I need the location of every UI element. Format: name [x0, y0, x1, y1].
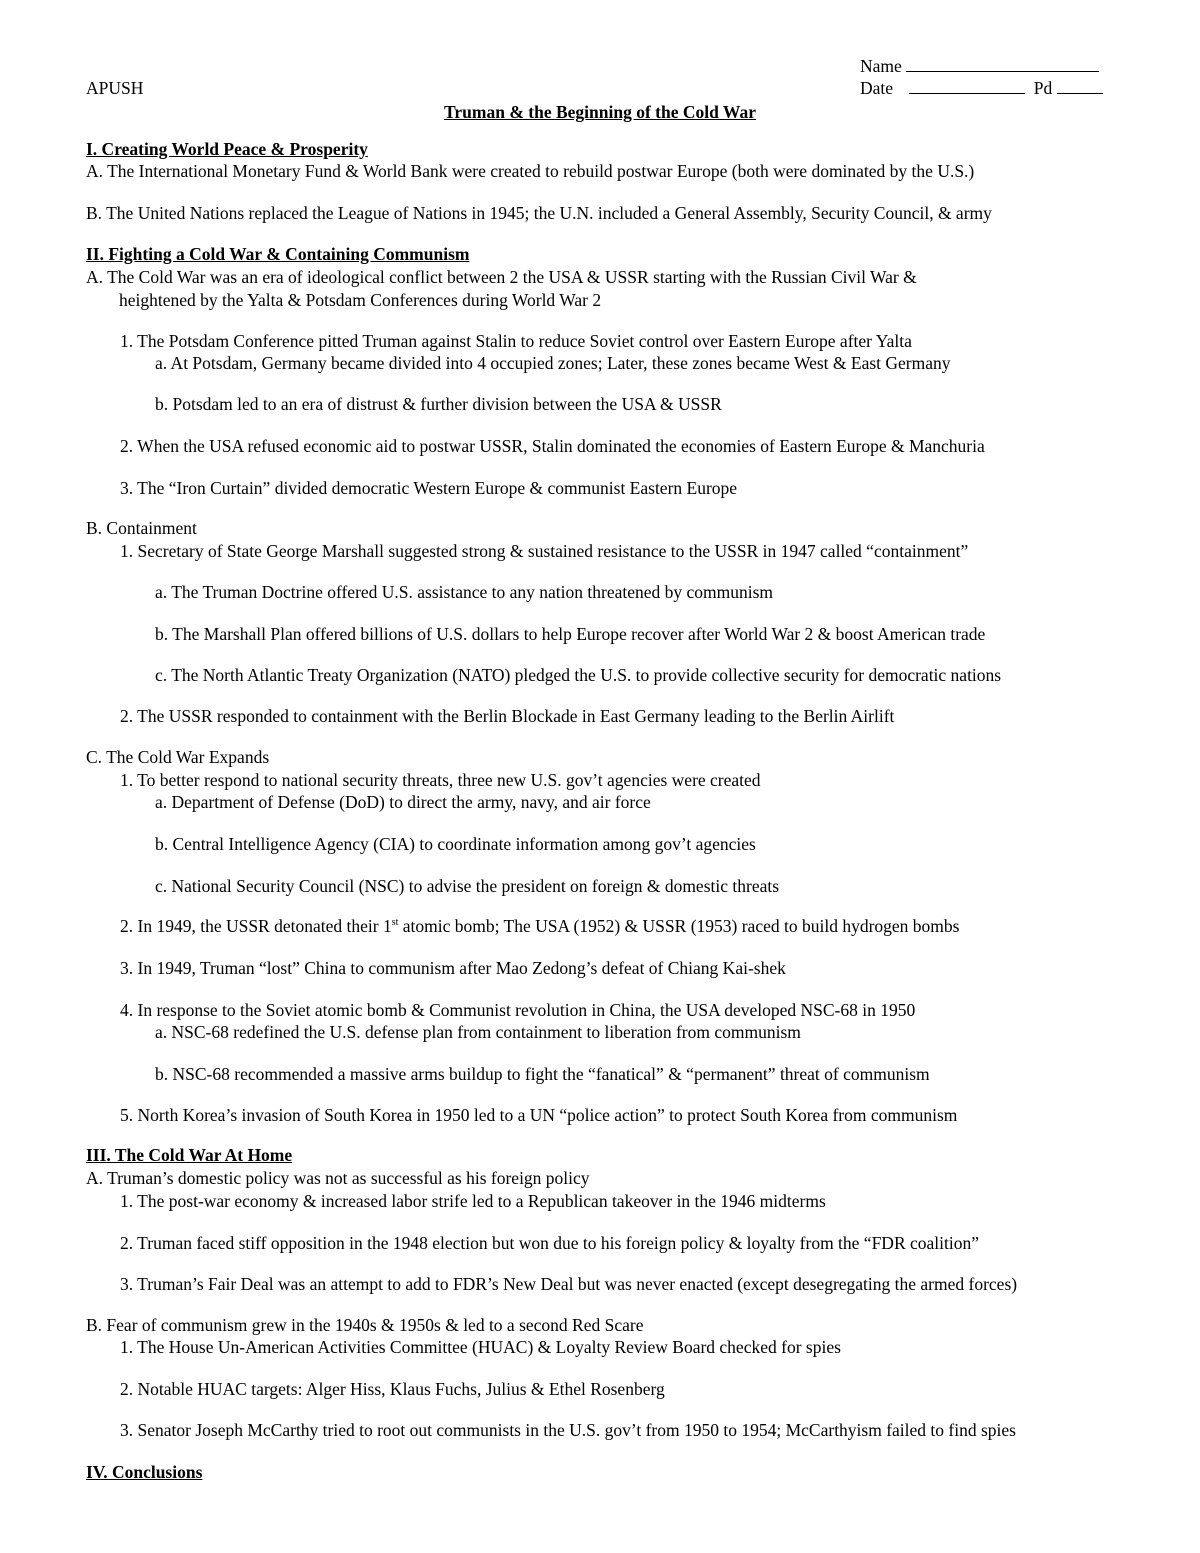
- s2-c1b: b. Central Intelligence Agency (CIA) to coordinate information among gov’t agencies: [155, 834, 756, 854]
- s2-a3: 3. The “Iron Curtain” divided democratic Western Europe & communist Eastern Europe: [120, 478, 738, 498]
- s2-item-b: B. Containment: [86, 518, 197, 538]
- s1-item-a: A. The International Monetary Fund & World Bank were created to rebuild postwar Europe (both were dominated by the U.S.): [86, 161, 975, 181]
- s3-a2: 2. Truman faced stiff opposition in the 1948 election but won due to his foreign policy & loyalty from the “FDR coalition”: [120, 1233, 979, 1253]
- course-label: APUSH: [86, 78, 144, 98]
- s2-c1a: a. Department of Defense (DoD) to direct the army, navy, and air force: [155, 792, 651, 812]
- s2-c2: [120, 915, 959, 937]
- s2-b1b: b. The Marshall Plan offered billions of U.S. dollars to help Europe recover after World War 2 & boost American trade: [155, 624, 986, 644]
- s2-c5: 5. North Korea’s invasion of South Korea in 1950 led to a UN “police action” to protect South Korea from communism: [120, 1105, 958, 1125]
- s2-c3: 3. In 1949, Truman “lost” China to communism after Mao Zedong’s defeat of Chiang Kai-shek: [120, 958, 786, 978]
- s2-b1c: c. The North Atlantic Treaty Organization (NATO) pledged the U.S. to provide collective security for democratic nations: [155, 665, 1002, 685]
- s2-a1b: b. Potsdam led to an era of distrust & further division between the USA & USSR: [155, 394, 722, 414]
- name-blank[interactable]: [906, 55, 1099, 72]
- s2-c4: 4. In response to the Soviet atomic bomb & Communist revolution in China, the USA developed NSC-68 in 1950: [120, 1000, 916, 1020]
- s2-c4b: b. NSC-68 recommended a massive arms buildup to fight the “fanatical” & “permanent” threat of communism: [155, 1064, 930, 1084]
- s2-a1: 1. The Potsdam Conference pitted Truman against Stalin to reduce Soviet control over Eastern Europe after Yalta: [120, 331, 912, 351]
- section-1-heading: I. Creating World Peace & Prosperity: [86, 139, 368, 159]
- s3-b1: 1. The House Un-American Activities Committee (HUAC) & Loyalty Review Board checked for spies: [120, 1337, 841, 1357]
- s3-item-a: A. Truman’s domestic policy was not as successful as his foreign policy: [86, 1168, 590, 1188]
- section-2-heading: II. Fighting a Cold War & Containing Communism: [86, 244, 470, 264]
- s2-c2-sup: st: [391, 917, 399, 929]
- s2-b1a: a. The Truman Doctrine offered U.S. assistance to any nation threatened by communism: [155, 582, 774, 602]
- s2-c1: 1. To better respond to national security threats, three new U.S. gov’t agencies were created: [120, 770, 761, 790]
- s2-c2-pre: 2. In 1949, the USSR detonated their 1: [120, 916, 392, 936]
- s2-a2: 2. When the USA refused economic aid to postwar USSR, Stalin dominated the economies of Eastern Europe & Manchuria: [120, 436, 985, 456]
- s2-c2-post: atomic bomb; The USA (1952) & USSR (1953) raced to build hydrogen bombs: [398, 916, 960, 936]
- s3-b3: 3. Senator Joseph McCarthy tried to root out communists in the U.S. gov’t from 1950 to 1954; McCarthyism failed to find spies: [120, 1420, 1016, 1440]
- section-3-heading: III. The Cold War At Home: [86, 1145, 293, 1165]
- s2-b2: 2. The USSR responded to containment with the Berlin Blockade in East Germany leading to the Berlin Airlift: [120, 706, 895, 726]
- date-label: Date: [860, 78, 894, 98]
- s2-c1c: c. National Security Council (NSC) to advise the president on foreign & domestic threats: [155, 876, 780, 896]
- s2-a1a: a. At Potsdam, Germany became divided into 4 occupied zones; Later, these zones became West & East Germany: [155, 353, 951, 373]
- section-4-heading: IV. Conclusions: [86, 1462, 203, 1482]
- name-field[interactable]: [860, 55, 1099, 77]
- page-title: Truman & the Beginning of the Cold War: [444, 102, 756, 122]
- s2-item-c: C. The Cold War Expands: [86, 747, 270, 767]
- s2-b1: 1. Secretary of State George Marshall suggested strong & sustained resistance to the USSR in 1947 called “containment”: [120, 541, 969, 561]
- pd-blank[interactable]: [1057, 77, 1103, 94]
- s3-a3: 3. Truman’s Fair Deal was an attempt to add to FDR’s New Deal but was never enacted (except desegregating the armed forces): [120, 1274, 1018, 1294]
- pd-label: Pd: [1033, 78, 1053, 98]
- s2-item-a: A. The Cold War was an era of ideological conflict between 2 the USA & USSR starting with the Russian Civil War &: [86, 267, 917, 287]
- s3-item-b: B. Fear of communism grew in the 1940s & 1950s & led to a second Red Scare: [86, 1315, 644, 1335]
- date-pd-field[interactable]: [860, 77, 1103, 99]
- s2-c4a: a. NSC-68 redefined the U.S. defense plan from containment to liberation from communism: [155, 1022, 801, 1042]
- s1-item-b: B. The United Nations replaced the League of Nations in 1945; the U.N. included a General Assembly, Security Council, & army: [86, 203, 992, 223]
- date-blank[interactable]: [909, 77, 1025, 94]
- s2-item-a-cont: heightened by the Yalta & Potsdam Conferences during World War 2: [119, 290, 602, 310]
- name-label: Name: [860, 56, 902, 76]
- s3-a1: 1. The post-war economy & increased labor strife led to a Republican takeover in the 1946 midterms: [120, 1191, 826, 1211]
- s3-b2: 2. Notable HUAC targets: Alger Hiss, Klaus Fuchs, Julius & Ethel Rosenberg: [120, 1379, 665, 1399]
